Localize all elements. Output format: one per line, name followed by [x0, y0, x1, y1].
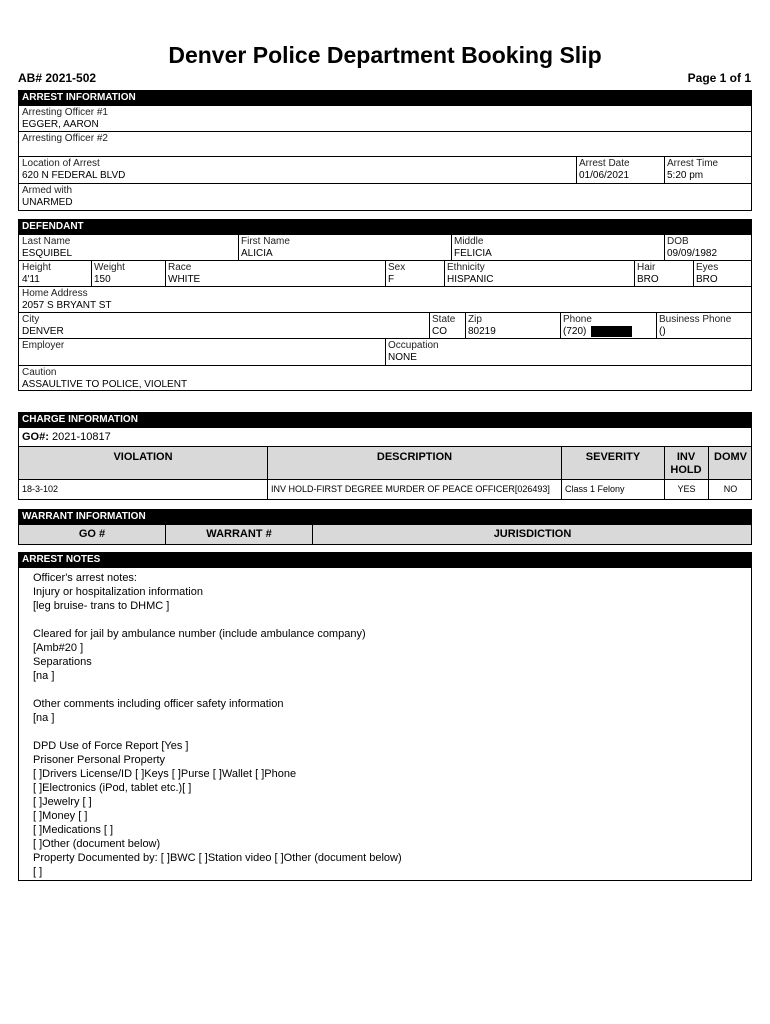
severity-header: SEVERITY: [585, 451, 641, 463]
arrest-info-box: [18, 105, 752, 211]
caution-label: Caution: [22, 367, 57, 378]
note-line: [ ]Drivers License/ID [ ]Keys [ ]Purse [ ]Wallet [ ]Phone: [33, 768, 297, 780]
occupation-label: Occupation: [388, 340, 439, 351]
race-value: WHITE: [168, 274, 201, 285]
page-number: Page 1 of 1: [687, 71, 751, 85]
state-label: State: [432, 314, 456, 325]
city-label: City: [22, 314, 40, 325]
dob-label: DOB: [667, 236, 689, 247]
middle-name-label: Middle: [454, 236, 484, 247]
sex-label: Sex: [388, 262, 406, 273]
charge-section-header: CHARGE INFORMATION: [18, 412, 752, 427]
hair-value: BRO: [637, 274, 659, 285]
eyes-label: Eyes: [696, 262, 719, 273]
dob-value: 09/09/1982: [667, 248, 718, 259]
charge-domv: NO: [723, 484, 738, 494]
occupation-value: NONE: [388, 352, 417, 363]
note-line: DPD Use of Force Report [Yes ]: [33, 740, 189, 752]
arrest-time-label: Arrest Time: [667, 158, 719, 169]
note-line: [Amb#20 ]: [33, 642, 84, 654]
employer-label: Employer: [22, 340, 65, 351]
last-name-value: ESQUIBEL: [22, 248, 73, 259]
state-value: CO: [432, 326, 447, 337]
note-line: [ ]Jewelry [ ]: [33, 796, 92, 808]
home-address-label: Home Address: [22, 288, 88, 299]
charge-inv-hold: YES: [677, 484, 696, 494]
note-line: [na ]: [33, 712, 55, 724]
sex-value: F: [388, 274, 395, 285]
middle-name-value: FELICIA: [454, 248, 492, 259]
last-name-label: Last Name: [22, 236, 71, 247]
eyes-value: BRO: [696, 274, 718, 285]
note-line: Other comments including officer safety information: [33, 698, 284, 710]
page-title: Denver Police Department Booking Slip: [168, 42, 602, 68]
officer2-label: Arresting Officer #2: [22, 133, 108, 144]
warrant-go-header: GO #: [78, 528, 106, 540]
note-line: [ ]Electronics (iPod, tablet etc.)[ ]: [33, 782, 192, 794]
note-line: [ ]Money [ ]: [33, 810, 88, 822]
warrant-section-header: WARRANT INFORMATION: [18, 509, 752, 524]
ethnicity-label: Ethnicity: [447, 262, 485, 273]
phone-label: Phone: [563, 314, 592, 325]
note-line: Officer's arrest notes:: [33, 572, 137, 584]
charge-go-label: GO#:: [22, 431, 49, 443]
arrest-time-value: 5:20 pm: [667, 170, 704, 181]
location-value: 620 N FEDERAL BLVD: [22, 170, 126, 181]
charge-severity: Class 1 Felony: [565, 484, 625, 494]
arrest-date-label: Arrest Date: [579, 158, 630, 169]
home-address-value: 2057 S BRYANT ST: [22, 300, 112, 311]
zip-value: 80219: [468, 326, 496, 337]
armed-label: Armed with: [22, 185, 73, 196]
note-line: [leg bruise- trans to DHMC ]: [33, 600, 170, 612]
defendant-section-header: DEFENDANT: [18, 219, 752, 234]
warrant-number-header: WARRANT #: [206, 528, 272, 540]
note-line: Separations: [33, 656, 92, 668]
officer1-label: Arresting Officer #1: [22, 107, 108, 118]
charge-description: INV HOLD-FIRST DEGREE MURDER OF PEACE OFFICER[026493]: [271, 484, 550, 494]
weight-label: Weight: [94, 262, 125, 273]
description-header: DESCRIPTION: [376, 451, 453, 463]
race-label: Race: [168, 262, 192, 273]
inv-hold-header: INV HOLD: [670, 451, 702, 476]
height-value: 4'11: [22, 274, 40, 285]
charge-go-value: 2021-10817: [52, 431, 111, 443]
zip-label: Zip: [468, 314, 482, 325]
business-phone-label: Business Phone: [659, 314, 732, 325]
phone-redaction: [591, 326, 632, 337]
charge-violation: 18-3-102: [22, 484, 59, 494]
business-phone-value: (): [659, 326, 666, 337]
note-line: Prisoner Personal Property: [33, 754, 166, 766]
first-name-value: ALICIA: [241, 248, 273, 259]
hair-label: Hair: [637, 262, 656, 273]
arrest-section-header: ARREST INFORMATION: [18, 90, 752, 105]
armed-value: UNARMED: [22, 197, 73, 208]
domv-header: DOMV: [714, 451, 747, 463]
officer1-value: EGGER, AARON: [22, 119, 99, 130]
location-label: Location of Arrest: [22, 158, 100, 169]
arrest-date-value: 01/06/2021: [579, 170, 630, 181]
note-line: [ ]Other (document below): [33, 838, 161, 850]
notes-box: [18, 567, 752, 881]
note-line: [ ]: [33, 866, 43, 878]
note-line: [ ]Medications [ ]: [33, 824, 114, 836]
height-label: Height: [22, 262, 51, 273]
violation-header: VIOLATION: [113, 451, 173, 463]
note-line: Cleared for jail by ambulance number (include ambulance company): [33, 628, 366, 640]
caution-value: ASSAULTIVE TO POLICE, VIOLENT: [22, 379, 188, 390]
note-line: [na ]: [33, 670, 55, 682]
notes-section-header: ARREST NOTES: [18, 552, 752, 567]
phone-value: (720): [563, 326, 587, 337]
first-name-label: First Name: [241, 236, 290, 247]
note-line: Property Documented by: [ ]BWC [ ]Station video [ ]Other (document below): [33, 852, 402, 864]
jurisdiction-header: JURISDICTION: [493, 528, 572, 540]
ethnicity-value: HISPANIC: [447, 274, 494, 285]
ab-number: AB# 2021-502: [18, 71, 97, 85]
city-value: DENVER: [22, 326, 64, 337]
weight-value: 150: [94, 274, 111, 285]
note-line: Injury or hospitalization information: [33, 586, 203, 598]
